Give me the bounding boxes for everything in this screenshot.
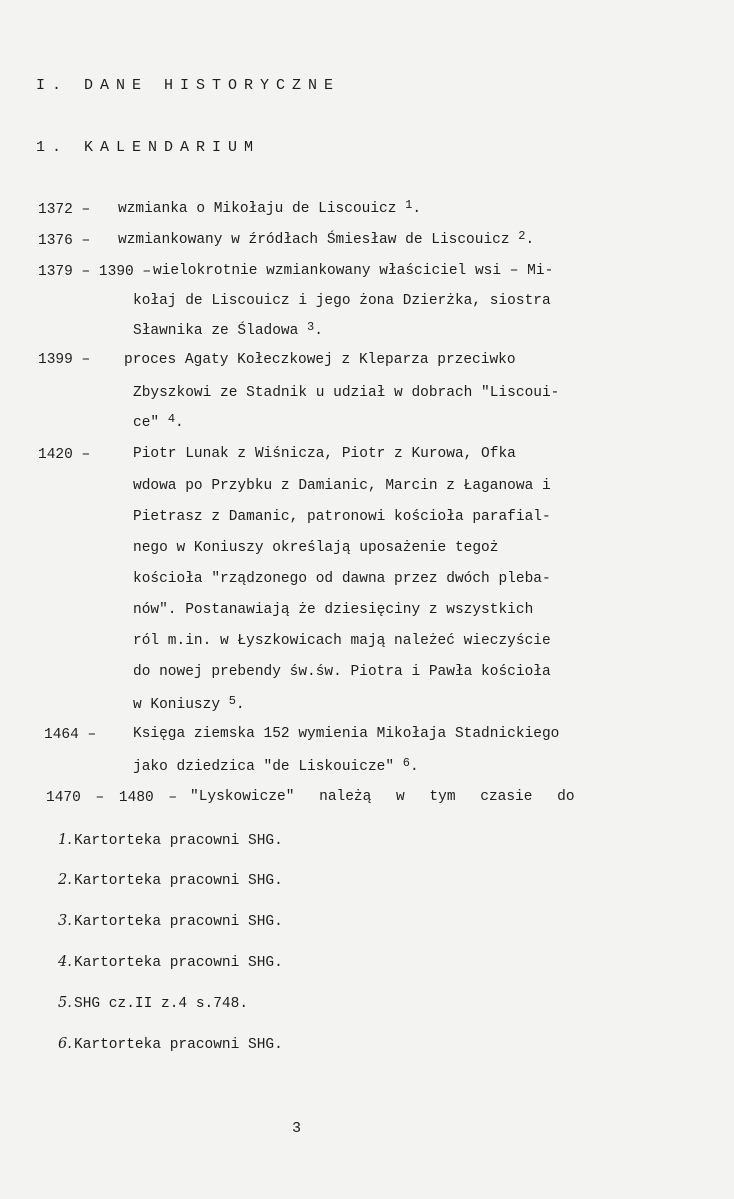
footnote: 2. Kartorteka pracowni SHG. [58,872,283,889]
entry-text-line: nów". Postanawiają że dziesięciny z wszystkich [133,602,534,618]
footnote: 6. Kartorteka pracowni SHG. [58,1036,283,1053]
entry-year: 1379 – 1390 – [38,264,152,280]
entry-text-line: "Lyskowicze" należą w tym czasie do [190,789,575,805]
footnote-number: 4. [58,954,72,970]
footnote-number: 3. [58,913,72,929]
entry-text-line: proces Agaty Kołeczkowej z Kleparza przeciwko [124,352,516,368]
footnote: 4. Kartorteka pracowni SHG. [58,954,283,971]
entry-text-line: Księga ziemska 152 wymienia Mikołaja Stadnickiego [133,726,560,742]
entry-year: 1372 – [38,202,91,218]
entry-year: 1376 – [38,233,91,249]
entry-text-line: Zbyszkowi ze Stadnik u udział w dobrach "Liscoui- [133,385,560,401]
entry-text-line: wielokrotnie wzmiankowany właściciel wsi – Mi- [153,263,554,279]
entry-text-line: Piotr Lunak z Wiśnicza, Piotr z Kurowa, Ofka [133,446,516,462]
footnote-number: 2. [58,872,72,888]
footnote: 3. Kartorteka pracowni SHG. [58,913,283,930]
entry-text-line: ról m.in. w Łyszkowicach mają należeć wieczyście [133,633,551,649]
entry-text-line: w Koniuszy $^5$. [133,694,245,713]
entry-text-line: kołaj de Liscouicz i jego żona Dzierżka, siostra [133,293,551,309]
entry-year: 1420 – [38,447,91,463]
footnote-ref: 2 [518,229,526,243]
footnote-number: 5. [58,995,72,1011]
subsection-heading: 1. KALENDARIUM [36,139,261,156]
entry-text-line: Sławnika ze Śladowa $^3$. [133,320,323,339]
entry-text-line: Pietrasz z Damanic, patronowi kościoła parafial- [133,509,551,525]
entry-text-line: ce" $^4$. [133,412,184,431]
page-number: 3 [292,1120,302,1137]
footnote-number: 6. [58,1036,72,1052]
entry-year: 1464 – [44,727,97,743]
entry-text-line: wzmiankowany w źródłach Śmiesław de Liscouicz $^2$. [118,229,535,248]
footnote-ref: 3 [307,320,315,334]
footnote-ref: 1 [405,198,413,212]
entry-text-line: wdowa po Przybku z Damianic, Marcin z Łaganowa i [133,478,551,494]
footnote-ref: 4 [167,412,176,426]
footnote-ref: 5 [228,694,236,708]
entry-text-line: jako dziedzica "de Liskouicze" $^6$. [133,756,419,775]
section-heading: I. DANE HISTORYCZNE [36,77,341,94]
entry-text-line: wzmianka o Mikołaju de Liscouicz $^1$. [118,198,422,217]
entry-year: 1399 – [38,352,91,368]
entry-text-line: do nowej prebendy św.św. Piotra i Pawła kościoła [133,664,551,680]
entry-text-line: kościoła "rządzonego od dawna przez dwóch pleba- [133,571,551,587]
entry-text-line: nego w Koniuszy określają uposażenie tegoż [133,540,499,556]
footnote-number: 1. [58,832,72,848]
footnote: 1. Kartorteka pracowni SHG. [58,832,283,849]
footnote-ref: 6 [402,756,410,770]
footnote: 5. SHG cz.II z.4 s.748. [58,995,249,1012]
entry-year: 1470 – 1480 – [46,790,178,806]
